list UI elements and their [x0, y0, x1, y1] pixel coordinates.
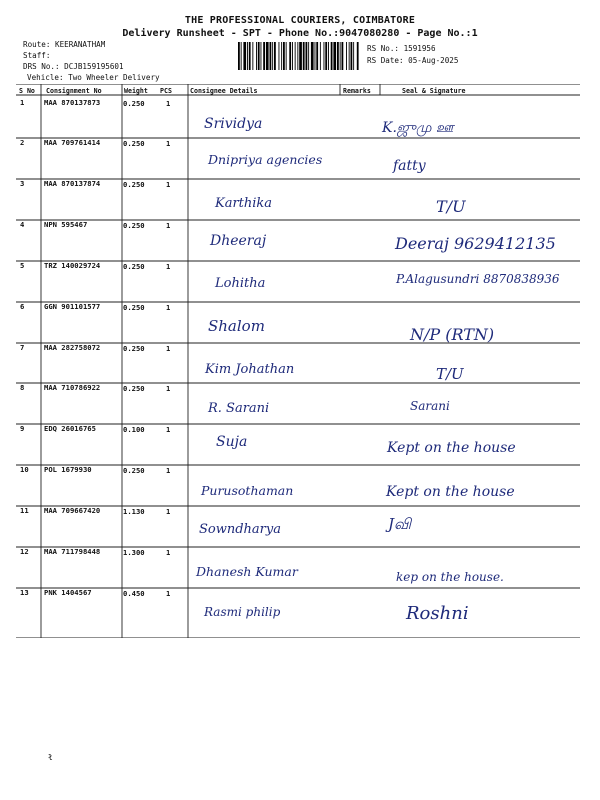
pcs-value: 1 — [166, 589, 171, 598]
col-consignee: Consignee Details — [190, 87, 258, 95]
row-sno: 1 — [20, 98, 25, 107]
weight-value: 0.450 — [123, 589, 145, 598]
consignment-number: MAA 870137873 — [44, 98, 101, 107]
consignment-number: TRZ 140029724 — [44, 261, 101, 270]
consignment-number: MAA 710786922 — [44, 383, 101, 392]
route-label: Route: KEERANATHAM — [23, 40, 106, 49]
pcs-value: 1 — [166, 425, 171, 434]
row-sno: 4 — [20, 220, 25, 229]
signature: P.Alagusundri 8870838936 — [396, 272, 560, 286]
signature: T/U — [436, 197, 466, 216]
weight-value: 1.130 — [123, 507, 145, 516]
consignee-name: Sowndharya — [199, 522, 281, 537]
weight-value: 0.250 — [123, 262, 145, 271]
row-sno: 7 — [20, 343, 25, 352]
consignment-number: MAA 711798448 — [44, 547, 101, 556]
consignment-number: MAA 870137874 — [44, 179, 101, 188]
col-weight: Weight — [124, 87, 148, 95]
consignee-name: Srividya — [204, 116, 263, 132]
row-sno: 13 — [20, 588, 29, 597]
weight-value: 0.250 — [123, 221, 145, 230]
col-remarks: Remarks — [343, 87, 371, 95]
weight-value: 0.250 — [123, 466, 145, 475]
pcs-value: 1 — [166, 548, 171, 557]
runsheet-title: Delivery Runsheet - SPT - Phone No.:9047080280 - Page No.:1 — [122, 28, 478, 39]
consignment-number: MAA 709761414 — [44, 138, 101, 147]
weight-value: 0.250 — [123, 180, 145, 189]
weight-value: 0.250 — [123, 99, 145, 108]
consignee-name: Kim Johathan — [205, 362, 295, 377]
consignee-name: Purusothaman — [201, 483, 294, 498]
signature: kep on the house. — [396, 570, 504, 584]
barcode — [238, 42, 360, 70]
consignee-name: Dnipriya agencies — [208, 152, 323, 167]
signature: fatty — [393, 158, 426, 174]
signature: Sarani — [410, 399, 450, 413]
signature: T/U — [436, 365, 464, 383]
signature: Kept on the house — [386, 484, 515, 500]
footer-mark: ł — [48, 753, 53, 762]
row-sno: 12 — [20, 547, 29, 556]
pcs-value: 1 — [166, 262, 171, 271]
consignee-name: R. Sarani — [208, 401, 270, 416]
pcs-value: 1 — [166, 466, 171, 475]
row-sno: 9 — [20, 424, 25, 433]
signature: Kept on the house — [387, 440, 516, 456]
consignee-name: Karthika — [215, 196, 273, 211]
rs-number: RS No.: 1591956 — [367, 44, 436, 53]
weight-value: 0.100 — [123, 425, 145, 434]
pcs-value: 1 — [166, 344, 171, 353]
consignment-number: PNK 1404567 — [44, 588, 92, 597]
row-sno: 5 — [20, 261, 25, 270]
col-sno: S No — [19, 87, 35, 95]
signature: N/P (RTN) — [410, 325, 495, 344]
company-title: THE PROFESSIONAL COURIERS, COIMBATORE — [184, 15, 416, 26]
row-sno: 11 — [20, 506, 29, 515]
weight-value: 0.250 — [123, 139, 145, 148]
row-sno: 3 — [20, 179, 25, 188]
col-consignment: Consignment No — [46, 87, 102, 95]
rs-date: RS Date: 05-Aug-2025 — [367, 56, 459, 65]
signature: Jவி — [388, 515, 412, 533]
consignee-name: Lohitha — [215, 276, 266, 291]
weight-value: 0.250 — [123, 344, 145, 353]
pcs-value: 1 — [166, 221, 171, 230]
signature: Roshni — [406, 603, 469, 624]
consignment-number: GGN 901101577 — [44, 302, 101, 311]
pcs-value: 1 — [166, 507, 171, 516]
weight-value: 0.250 — [123, 384, 145, 393]
consignment-number: MAA 282758072 — [44, 343, 101, 352]
consignment-number: NPN 595467 — [44, 220, 88, 229]
staff-label: Staff: — [23, 51, 51, 60]
weight-value: 1.300 — [123, 548, 145, 557]
drs-number: DRS No.: DCJB159195601 — [23, 62, 124, 71]
table-grid — [16, 84, 580, 638]
consignee-name: Rasmi philip — [204, 605, 281, 619]
consignment-number: POL 1679930 — [44, 465, 92, 474]
signature: K.ஜுமு ஊ — [382, 120, 454, 136]
row-sno: 2 — [20, 138, 25, 147]
consignment-number: MAA 709667420 — [44, 506, 101, 515]
pcs-value: 1 — [166, 180, 171, 189]
consignee-name: Dheeraj — [210, 233, 267, 249]
consignee-name: Suja — [216, 434, 248, 450]
consignment-number: EDQ 26016765 — [44, 424, 96, 433]
row-sno: 10 — [20, 465, 29, 474]
consignee-name: Shalom — [208, 317, 265, 335]
row-sno: 8 — [20, 383, 25, 392]
row-sno: 6 — [20, 302, 25, 311]
pcs-value: 1 — [166, 99, 171, 108]
col-pcs: PCS — [160, 87, 172, 95]
col-seal-signature: Seal & Signature — [402, 87, 466, 95]
pcs-value: 1 — [166, 303, 171, 312]
signature: Deeraj 9629412135 — [395, 234, 556, 253]
pcs-value: 1 — [166, 139, 171, 148]
vehicle-label: Vehicle: Two Wheeler Delivery — [27, 73, 160, 82]
weight-value: 0.250 — [123, 303, 145, 312]
pcs-value: 1 — [166, 384, 171, 393]
consignee-name: Dhanesh Kumar — [196, 564, 298, 579]
